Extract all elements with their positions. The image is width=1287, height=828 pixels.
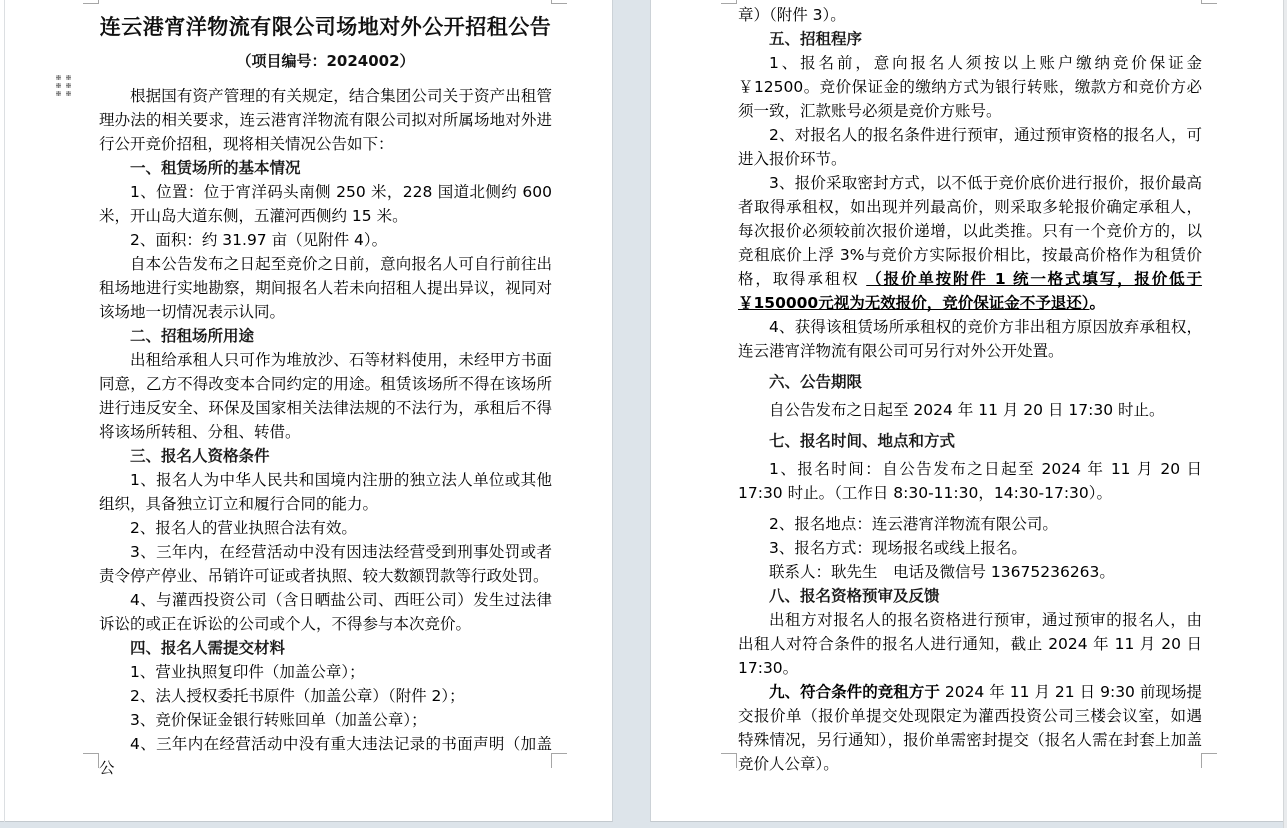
section-heading[interactable]: 八、报名资格预审及反馈 (769, 587, 940, 605)
drag-dot (66, 75, 71, 80)
crop-mark-bottom-left-p2 (721, 753, 737, 768)
section-heading[interactable]: 七、报名时间、地点和方式 (769, 432, 956, 450)
paragraph[interactable]: 3、竞价保证金银行转账回单（加盖公章）； (130, 711, 427, 729)
paragraph[interactable]: 自本公告发布之日起至竞价之日前，意向报名人可自行前往出租场地进行实地勘察，期间报名人若未向招租人提出异议，视同对该场地一切情况表示认同。 (99, 255, 552, 321)
section-heading[interactable]: 五、招租程序 (769, 30, 863, 48)
text-segment: 2024 年 11 月 21 日 9:30 前现场提交报价单（报价单提交处现限定为灌西投资公司三楼会议室，如遇特殊情况，另行通知），报价单需密封提交（报名人需在封套上加盖竞价人公章）。 (738, 683, 1202, 773)
paragraph[interactable]: 3、三年内，在经营活动中没有因违法经营受到刑事处罚或者责令停产停业、吊销许可证或者执照、较大数额罚款等行政处罚。 (99, 543, 552, 585)
text-segment: 3、报价采取密封方式，以不低于竞价底价进行报价，报价最高者取得承租权，如出现并列最高价，则采取多轮报价确定承租人，每次报价必须较前次报价递增，以此类推。只有一个竞价方的，以竞租底价上浮 3%与竞价方实际报价相比，按最高价格作为租赁价格，取得承租权 (738, 174, 1202, 288)
page-1-text-area[interactable] (99, 6, 552, 780)
paragraph[interactable]: 1、营业执照复印件（加盖公章）； (130, 663, 365, 681)
section-heading[interactable]: 二、招租场所用途 (130, 327, 255, 345)
crop-mark-top-left-p2 (721, 0, 737, 4)
paragraph[interactable]: 联系人：耿先生 电话及微信号 13675236263。 (769, 563, 1115, 581)
text-segment: （报价单按附件 1 统一格式填写，报价低于￥150000元视为无效报价，竞价保证金不予退还） (738, 270, 1202, 312)
drag-dot (56, 91, 61, 96)
paragraph[interactable] (738, 680, 1202, 776)
paragraph[interactable]: 1、位置：位于宵洋码头南侧 250 米，228 国道北侧约 600 米，开山岛大道东侧，五灌河西侧约 15 米。 (99, 183, 552, 225)
paragraph[interactable]: 2、法人授权委托书原件（加盖公章）（附件 2）； (130, 687, 465, 705)
drag-dot (56, 83, 61, 88)
paragraph[interactable]: 出租方对报名人的报名资格进行预审，通过预审的报名人，由出租人对符合条件的报名人进行通知，截止 2024 年 11 月 20 日 17:30。 (738, 611, 1202, 677)
crop-mark-bottom-right-p2 (1201, 753, 1217, 768)
crop-mark-top-left-p1 (83, 0, 99, 4)
drag-dot (56, 75, 61, 80)
paragraph[interactable]: 2、面积：约 31.97 亩（见附件 4）。 (130, 231, 388, 249)
paragraph[interactable] (738, 171, 1202, 315)
paragraph[interactable]: 1、报名前，意向报名人须按以上账户缴纳竞价保证金￥12500。竞价保证金的缴纳方式为银行转账，缴款方和竞价方必须一致，汇款账号必须是竞价方账号。 (738, 54, 1202, 120)
doc-title[interactable]: 连云港宵洋物流有限公司场地对外公开招租公告 (99, 15, 552, 39)
document-page-2[interactable] (650, 0, 1283, 822)
section-heading[interactable]: 三、报名人资格条件 (130, 447, 270, 465)
drag-handle-icon[interactable] (56, 75, 77, 97)
section-heading[interactable]: 一、租赁场所的基本情况 (130, 159, 301, 177)
text-segment: 。 (1089, 294, 1105, 312)
paragraph[interactable]: 2、对报名人的报名条件进行预审，通过预审资格的报名人，可进入报价环节。 (738, 126, 1202, 168)
page-2-text-area[interactable] (738, 3, 1202, 776)
paragraph[interactable]: 自公告发布之日起至 2024 年 11 月 20 日 17:30 时止。 (769, 401, 1165, 419)
paragraph[interactable]: 4、三年内在经营活动中没有重大违法记录的书面声明（加盖公 (99, 735, 552, 777)
crop-mark-bottom-right-p1 (551, 753, 567, 768)
paragraph[interactable]: 4、与灌西投资公司（含日晒盐公司、西旺公司）发生过法律诉讼的或正在诉讼的公司或个人，不得参与本次竞价。 (99, 591, 552, 633)
project-number[interactable]: （项目编号：2024002） (236, 52, 415, 70)
scrollbar-track[interactable] (1283, 0, 1287, 828)
crop-mark-top-right-p1 (551, 0, 567, 4)
paragraph[interactable]: 1、报名人为中华人民共和国境内注册的独立法人单位或其他组织，具备独立订立和履行合同的能力。 (99, 471, 552, 513)
paragraph[interactable]: 2、报名人的营业执照合法有效。 (130, 519, 357, 537)
text-segment: 九、符合条件的竞租方于 (769, 683, 940, 701)
paragraph[interactable]: 1、报名时间：自公告发布之日起至 2024 年 11 月 20 日 17:30 时止。（工作日 8:30-11:30，14:30-17:30）。 (738, 460, 1202, 502)
crop-mark-top-right-p2 (1201, 0, 1217, 4)
drag-dot (66, 83, 71, 88)
paragraph[interactable]: 章）（附件 3）。 (738, 6, 846, 24)
crop-mark-bottom-left-p1 (83, 753, 99, 768)
paragraph[interactable]: 出租给承租人只可作为堆放沙、石等材料使用，未经甲方书面同意，乙方不得改变本合同约定的用途。租赁该场所不得在该场所进行违反安全、环保及国家相关法律法规的不法行为，承租后不得将该场所转租、分租、转借。 (99, 351, 552, 441)
drag-dot (66, 91, 71, 96)
paragraph[interactable]: 根据国有资产管理的有关规定，结合集团公司关于资产出租管理办法的相关要求，连云港宵洋物流有限公司拟对所属场地对外进行公开竞价招租，现将相关情况公告如下： (99, 87, 552, 153)
section-heading[interactable]: 六、公告期限 (769, 373, 863, 391)
paragraph[interactable]: 2、报名地点：连云港宵洋物流有限公司。 (769, 515, 1058, 533)
section-heading[interactable]: 四、报名人需提交材料 (130, 639, 286, 657)
document-page-1[interactable] (0, 0, 613, 822)
paragraph[interactable]: 3、报名方式：现场报名或线上报名。 (769, 539, 1027, 557)
paragraph[interactable]: 4、获得该租赁场所承租权的竞价方非出租方原因放弃承租权，连云港宵洋物流有限公司可另行对外公开处置。 (738, 318, 1202, 360)
page-left-edge (4, 0, 5, 822)
